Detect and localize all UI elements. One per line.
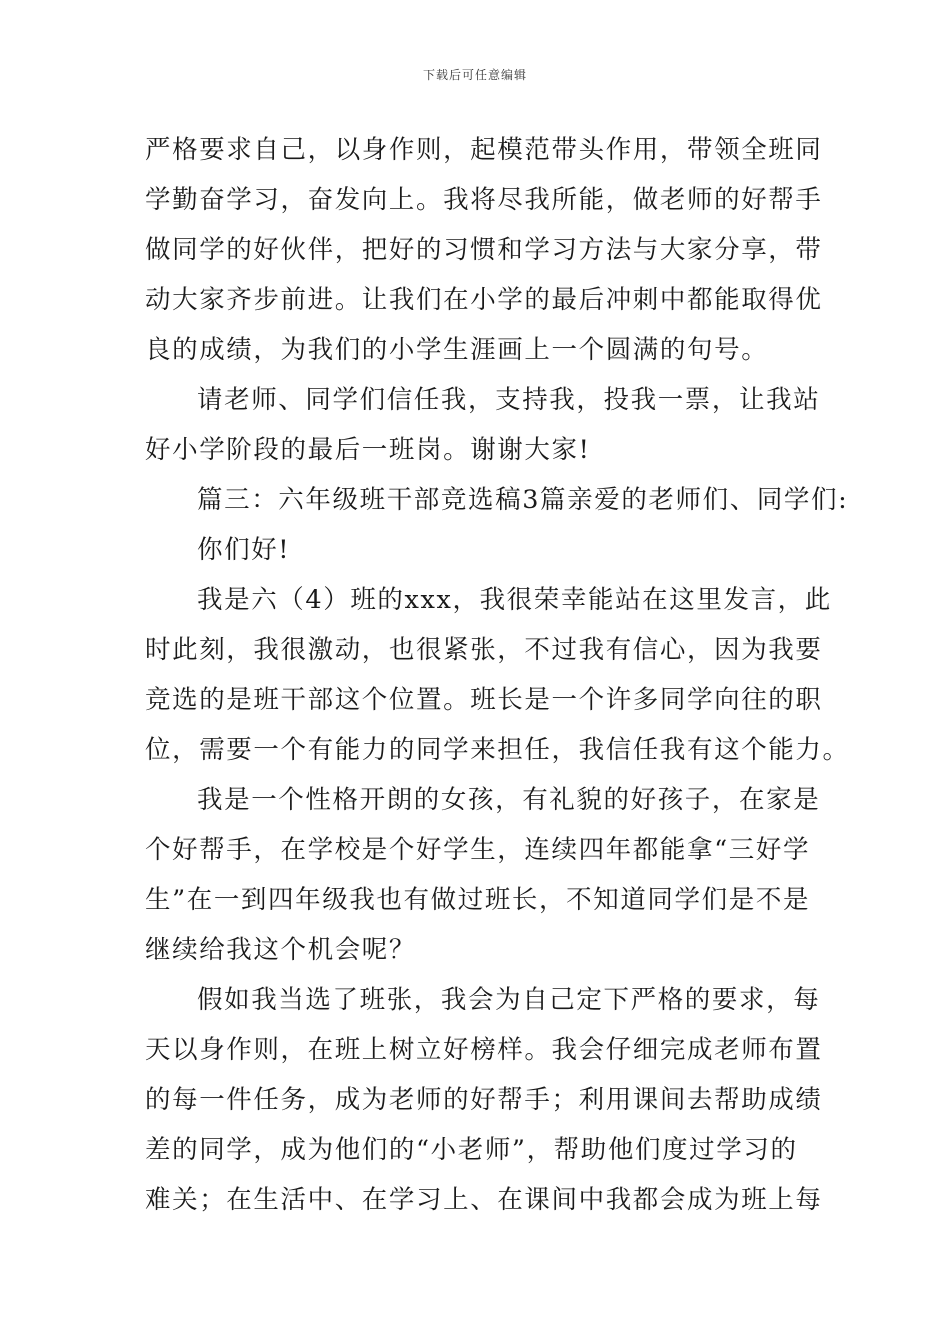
text-line: 严格要求自己，以身作则，起模范带头作用，带领全班同: [145, 135, 823, 165]
text-line: 我是六（4）班的xxx，我很荣幸能站在这里发言，此: [197, 585, 832, 615]
document-body: [145, 128, 850, 1228]
text-line: 好小学阶段的最后一班岗。谢谢大家!: [145, 435, 591, 465]
text-line: 个好帮手，在学校是个好学生，连续四年都能拿“三好学: [145, 835, 811, 865]
text-line: 位，需要一个有能力的同学来担任，我信任我有这个能力。: [145, 735, 850, 765]
text-line: 我是一个性格开朗的女孩，有礼貌的好孩子，在家是: [197, 785, 821, 815]
page-header: 下载后可任意编辑: [422, 68, 527, 82]
text-line: 的每一件任务，成为老师的好帮手；利用课间去帮助成绩: [145, 1085, 823, 1115]
text-line: 动大家齐步前进。让我们在小学的最后冲刺中都能取得优: [145, 285, 823, 315]
text-line: 篇三：六年级班干部竞选稿3篇亲爱的老师们、同学们:: [197, 485, 849, 515]
text-line: 学勤奋学习，奋发向上。我将尽我所能，做老师的好帮手: [145, 185, 823, 215]
text-line: 天以身作则，在班上树立好榜样。我会仔细完成老师布置: [145, 1035, 823, 1065]
text-line: 竞选的是班干部这个位置。班长是一个许多同学向往的职: [145, 685, 823, 715]
text-line: 良的成绩，为我们的小学生涯画上一个圆满的句号。: [145, 335, 769, 365]
text-line: 假如我当选了班张，我会为自己定下严格的要求，每: [197, 985, 821, 1015]
text-line: 继续给我这个机会呢？: [145, 935, 417, 965]
text-line: 差的同学，成为他们的“小老师”，帮助他们度过学习的: [145, 1135, 798, 1165]
text-line: 做同学的好伙伴，把好的习惯和学习方法与大家分享，带: [145, 235, 823, 265]
text-line: 请老师、同学们信任我，支持我，投我一票，让我站: [197, 385, 821, 415]
text-line: 你们好!: [197, 535, 291, 565]
text-line: 难关；在生活中、在学习上、在课间中我都会成为班上每: [145, 1185, 823, 1215]
text-line: 时此刻，我很激动，也很紧张，不过我有信心，因为我要: [145, 635, 823, 665]
text-line: 生”在一到四年级我也有做过班长，不知道同学们是不是: [145, 885, 811, 915]
